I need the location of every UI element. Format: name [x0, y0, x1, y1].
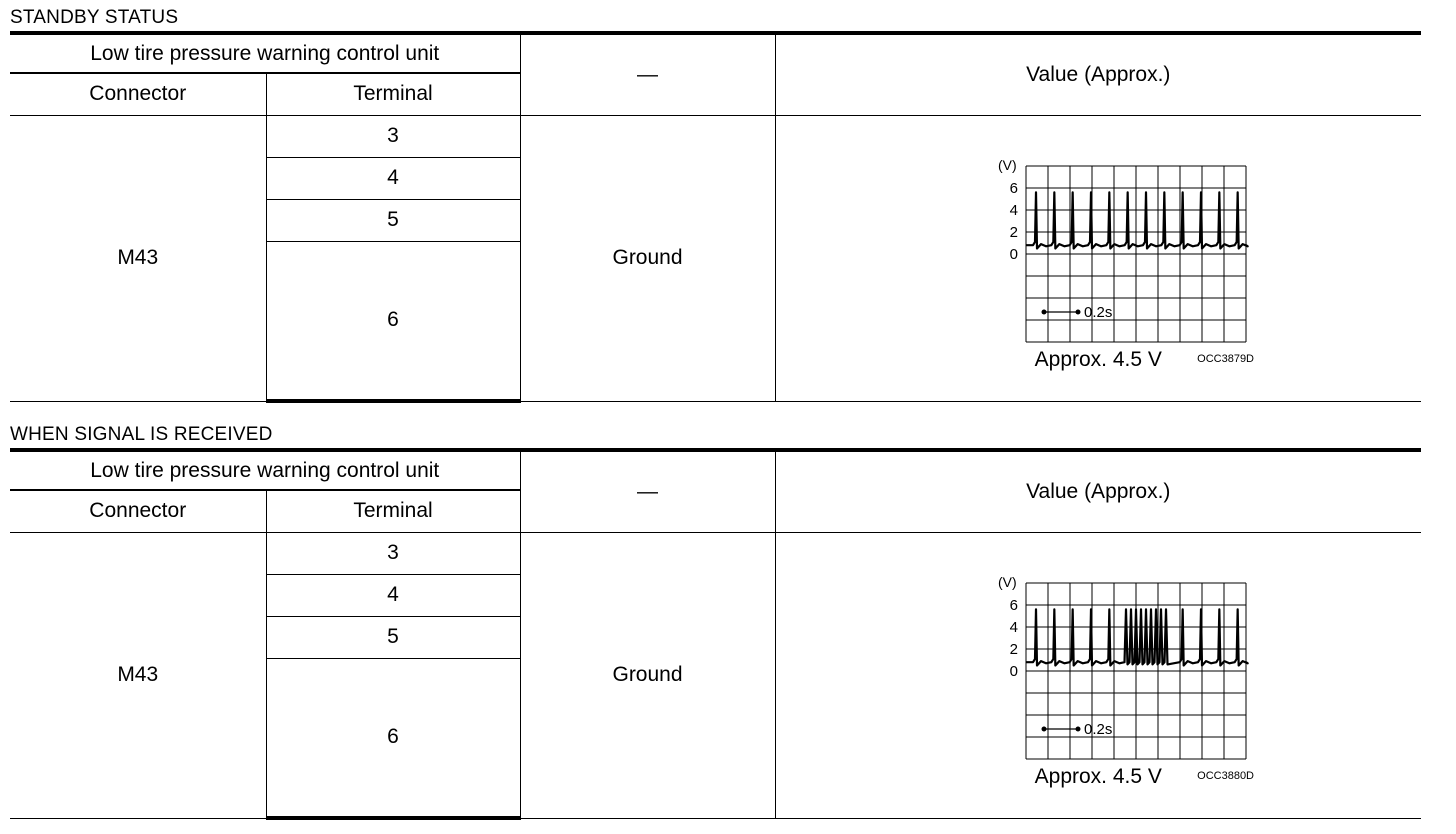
y-tick-label: 2 [1009, 224, 1019, 241]
connector-cell: M43 [10, 115, 266, 401]
connector-header: Connector [10, 73, 266, 115]
terminal-header: Terminal [266, 490, 520, 532]
oscilloscope-waveform [948, 555, 1255, 795]
y-tick-label: 4 [1009, 619, 1019, 636]
figure-code: OCC3880D [1197, 770, 1255, 782]
value-header: Value (Approx.) [775, 33, 1421, 115]
approx-value: Approx. 4.5 V [1034, 765, 1162, 788]
terminal-cell: 4 [266, 574, 520, 616]
figure-code: OCC3879D [1197, 353, 1255, 365]
y-tick-label: 6 [1009, 597, 1019, 614]
unit-header: Low tire pressure warning control unit [10, 450, 520, 490]
section-title: STANDBY STATUS [10, 7, 179, 28]
terminal-cell: 3 [266, 115, 520, 157]
y-tick-label: 0 [1009, 663, 1019, 680]
y-tick-label: 0 [1009, 246, 1019, 263]
y-tick-label: 2 [1009, 641, 1019, 658]
time-scale-marker [1042, 727, 1081, 732]
waveform-cell [775, 115, 1421, 401]
time-scale-label: 0.2s [1084, 304, 1113, 321]
terminal-cell: 5 [266, 616, 520, 658]
terminal-cell: 5 [266, 199, 520, 241]
connector-header: Connector [10, 490, 266, 532]
time-scale-label: 0.2s [1084, 721, 1113, 738]
approx-value: Approx. 4.5 V [1034, 348, 1162, 371]
signal-trace [1026, 192, 1248, 248]
terminal-table [10, 448, 1421, 820]
signal-trace [1026, 609, 1248, 665]
section-title: WHEN SIGNAL IS RECEIVED [10, 424, 273, 445]
connector-cell: M43 [10, 532, 266, 818]
terminal-table [10, 31, 1421, 403]
y-unit-label: (V) [998, 157, 1017, 173]
terminal-header: Terminal [266, 73, 520, 115]
y-unit-label: (V) [998, 574, 1017, 590]
dash-header: — [520, 33, 775, 115]
oscilloscope-waveform [948, 138, 1255, 378]
ground-cell: Ground [520, 532, 775, 818]
y-tick-label: 4 [1009, 202, 1019, 219]
waveform-cell [775, 532, 1421, 818]
terminal-cell: 4 [266, 157, 520, 199]
value-header: Value (Approx.) [775, 450, 1421, 532]
waveform-figure [948, 555, 1255, 795]
time-scale-marker [1042, 310, 1081, 315]
terminal-cell: 3 [266, 532, 520, 574]
unit-header: Low tire pressure warning control unit [10, 33, 520, 73]
y-tick-label: 6 [1009, 180, 1019, 197]
dash-header: — [520, 450, 775, 532]
terminal-cell: 6 [266, 241, 520, 401]
ground-cell: Ground [520, 115, 775, 401]
waveform-figure [948, 138, 1255, 378]
scope-grid [1026, 166, 1246, 342]
terminal-cell: 6 [266, 658, 520, 818]
